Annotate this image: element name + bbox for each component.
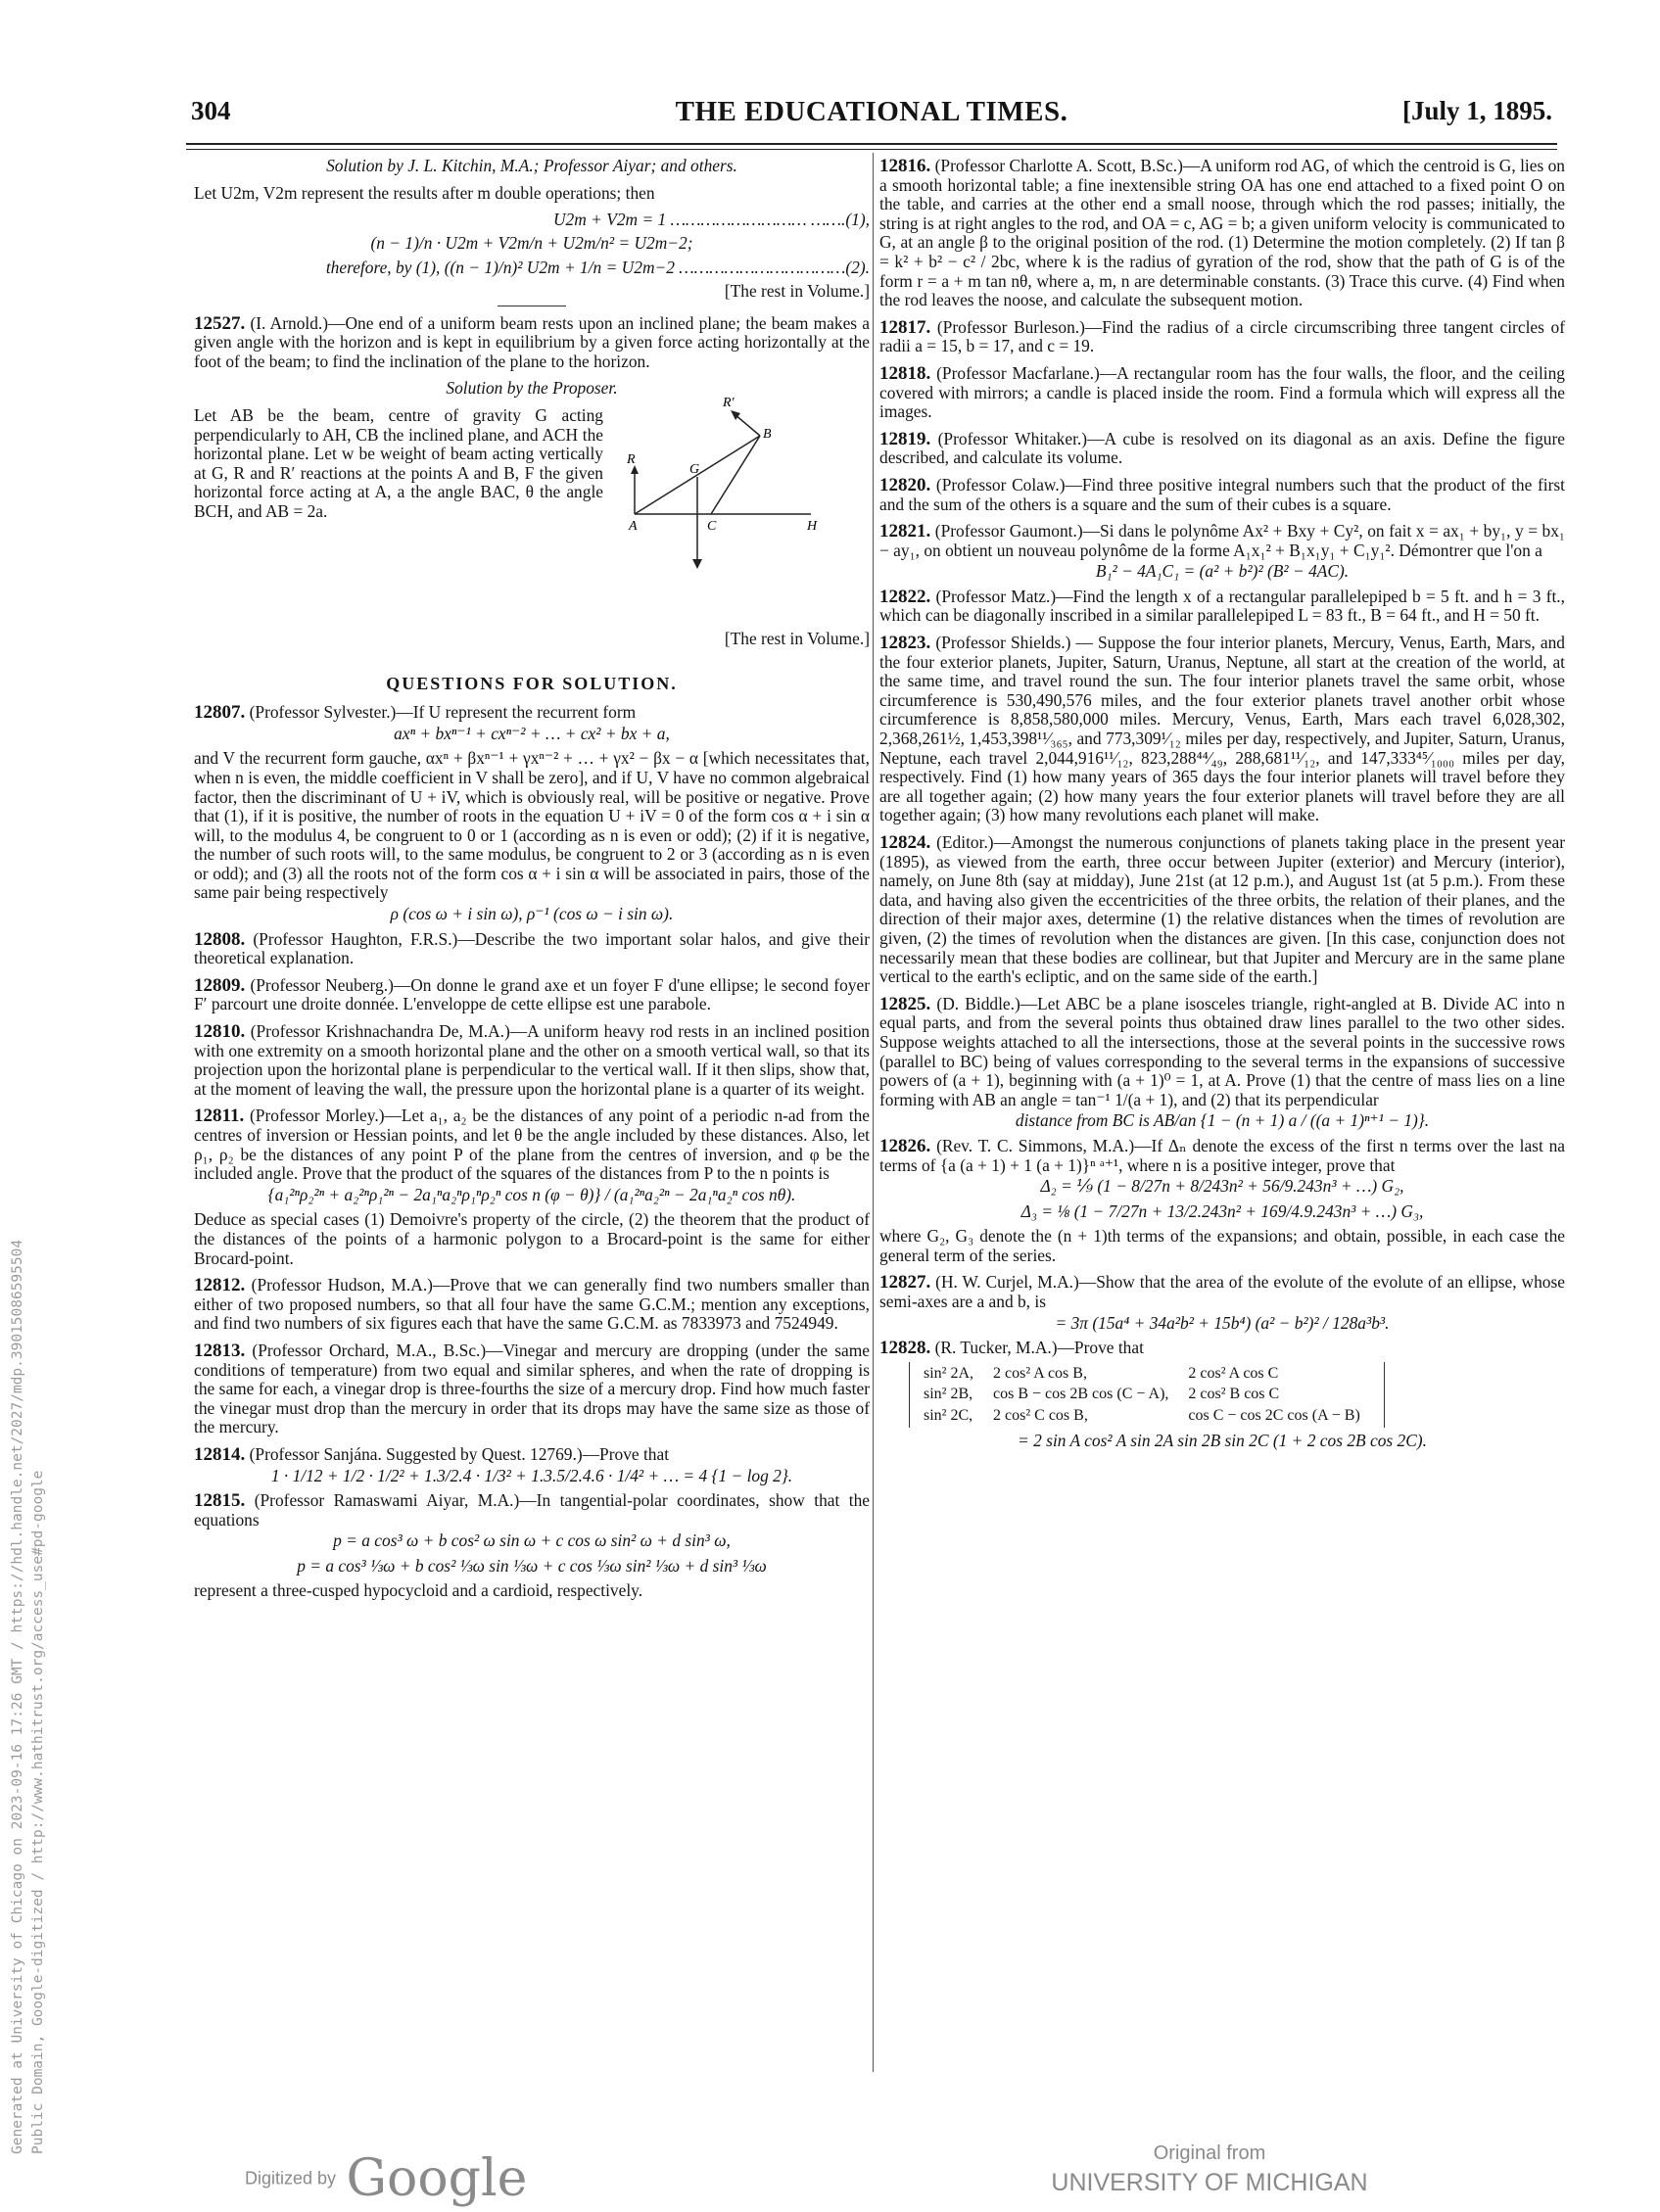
question-12807 bbox=[194, 703, 870, 723]
question-text: (Editor.)—Amongst the numerous conjunctions of planets taking place in the present year (1895), as viewed from the earth, three occur between Jupiter (exterior) and Mercury (interior), namely, on June 8th (say at midday), June 21st (at 12 p.m.), and August 1st (at 5 p.m.). From these data, and having also given the eccentricities of the three orbits, the relation of their planes, and the direction of their major axes, determine (1) the relative distances when the times of revolution are given, (2) the times of revolution when the distances are given. [In this case, conjunction does not necessarily mean that these bodies are collinear, but that Jupiter and Mercury are in the same plane vertical to the earth's ecliptic, and on the same side of the earth.] bbox=[879, 832, 1565, 987]
question-number: 12825. bbox=[879, 993, 931, 1014]
question-text: (Professor Orchard, M.A., B.Sc.)—Vinegar and mercury are dropping (under the same conditions of temperature) from two equal and similar spheres, and when the rate of dropping is the same for each, a vinegar drop is three-fourths the size of a mercury drop. Find how much faster the vinegar must drop than the mercury in order that its drops may have the same size as those of the mercury. bbox=[194, 1340, 870, 1437]
digitized-by-label: Digitized by bbox=[245, 2168, 337, 2188]
determinant-cell: sin² 2C, bbox=[924, 1407, 973, 1425]
question-equation: p = a cos³ ω + b cos² ω sin ω + c cos ω sin² ω + d sin³ ω, bbox=[333, 1530, 731, 1551]
label-a: A bbox=[629, 518, 638, 534]
question-12817 bbox=[879, 318, 1565, 356]
question-text: (Professor Shields.) — Suppose the four interior planets, Mercury, Venus, Earth, Mars, and the four exterior planets, Jupiter, Saturn, Uranus, Neptune, all start at the creation of the world, at the same time, and travel round the sun. The four interior planets travel the same orbit, whose circumference is 530,490,576 miles, and the four exterior planets travel another orbit whose circumference is 8,858,580,000 miles. Mercury, Venus, Earth, Mars each travel 6,028,302, 2,368,261½, 1,453,398¹¹⁄₃₆₅, and 773,309¹⁄₁₂ miles per day, respectively, and Jupiter, Saturn, Uranus, Neptune, each travel 2,044,916¹¹⁄₁₂, 823,288⁴⁴⁄₄₉, 288,681¹¹⁄₁₂, and 147,333⁴⁵⁄₁₀₀₀ miles per day, respectively. Find (1) how many years of 365 days the four interior planets will travel before they are all together again; (2) how many years the four exterior planets will travel before they are all together again; (3) how many revolutions each planet will make. bbox=[879, 633, 1565, 825]
question-12823 bbox=[879, 634, 1565, 825]
question-number: 12816. bbox=[879, 156, 931, 176]
question-number: 12817. bbox=[879, 316, 931, 338]
arrowhead-icon bbox=[692, 559, 702, 569]
question-number: 12813. bbox=[194, 1340, 246, 1361]
question-text: (Professor Hudson, M.A.)—Prove that we can generally find two numbers smaller than either of two proposed numbers, so that all four have the same G.C.M.; mention any exceptions, and find two numbers of six figures each that have the same G.C.M. as 7833973 and 7524949. bbox=[194, 1275, 870, 1334]
issue-date: [July 1, 1895. bbox=[1401, 96, 1552, 125]
determinant-cell: cos B − cos 2B cos (C − A), bbox=[993, 1386, 1169, 1403]
question-text: (Professor Morley.)—Let a₁, a₂ be the distances of any point of a periodic n-ad from the centres of inversion or Hessian points, and let θ be the angle included by these distances. Also, let ρ₁, ρ₂ be the distances of any point P of the plane from the centres of inversion, and φ be the included angle. Prove that the product of the squares of the distances from P to the n points is bbox=[194, 1106, 870, 1184]
page-header bbox=[191, 96, 1552, 141]
question-text: (Professor Charlotte A. Scott, B.Sc.)—A uniform rod AG, of which the centroid is G, lies on a smooth horizontal table; a fine inextensible string OA has one end attached to a fixed point O on the table, and carries at the other end a small noose, through which the rod passes; initially, the string is at right angles to the rod, and OA = c, AG = b; a given uniform velocity is communicated to G, at an angle β to the original position of the rod. (1) Determine the motion completely. (2) If tan β = k² + b² − c² / 2bc, where k is the radius of gyration of the rod, show that the path of G is of the form r = a + m tan nθ, where a, m, n are determinable constants. (3) Trace this curve. (4) Find when the rod leaves the noose, and calculate the subsequent motion. bbox=[879, 156, 1565, 310]
determinant-row bbox=[920, 1364, 1374, 1384]
question-text: (Professor Neuberg.)—On donne le grand axe et un foyer F d'une ellipse; le second foyer F′ parcourt une droite donnée. L'enveloppe de cette ellipse est une parabole. bbox=[194, 974, 870, 1014]
rest-in-volume: [The rest in Volume.] bbox=[724, 280, 870, 301]
question-text: (Rev. T. C. Simmons, M.A.)—If Δₙ denote the excess of the first n terms over the last na terms of {a (a + 1) + 1 (a + 1)}ⁿ ᵃ⁺¹, where n is a positive integer, prove that bbox=[879, 1135, 1565, 1175]
equation-3: therefore, by (1), ((n − 1)/n)² U2m + 1/n = U2m−2 ……………………………(2). bbox=[325, 258, 870, 278]
question-equation: Δ₂ = ⅑ (1 − 8/27n + 8/243n² + 56/9.243n³ + …) G₂, bbox=[1040, 1176, 1404, 1197]
question-equation: ρ (cos ω + i sin ω), ρ⁻¹ (cos ω − i sin ω). bbox=[390, 904, 674, 924]
question-12818 bbox=[879, 364, 1565, 422]
question-equation: Δ₃ = ⅛ (1 − 7/27n + 13/2.243n² + 169/4.9.243n³ + …) G₃, bbox=[1020, 1200, 1424, 1221]
question-text: (H. W. Curjel, M.A.)—Show that the area of the evolute of the evolute of an ellipse, whose semi-axes are a and b, is bbox=[879, 1272, 1565, 1312]
question-number: 12527. bbox=[194, 312, 246, 334]
column-divider bbox=[873, 153, 874, 2072]
equation-2: (n − 1)/n · U2m + V2m/n + U2m/n² = U2m−2; bbox=[370, 232, 693, 253]
margin-note-line: Public Domain, Google-digitized / http://www.hathitrust.org/access_use#pd-google bbox=[30, 1470, 46, 2154]
figure-block bbox=[194, 395, 870, 622]
question-text: (Professor Whitaker.)—A cube is resolved on its diagonal as an axis. Define the figure described, and calculate its volume. bbox=[879, 428, 1565, 468]
question-number: 12812. bbox=[194, 1275, 246, 1296]
question-12815 bbox=[194, 1491, 870, 1530]
question-12811 bbox=[194, 1106, 870, 1183]
question-equation: B₁² − 4A₁C₁ = (a² + b²)² (B² − 4AC). bbox=[1095, 561, 1350, 582]
question-number: 12822. bbox=[879, 586, 931, 607]
determinant-cell: cos C − cos 2C cos (A − B) bbox=[1188, 1407, 1360, 1425]
question-equation: = 3π (15a⁴ + 34a²b² + 15b⁴) (a² − b²)² / 128a³b³. bbox=[1055, 1312, 1390, 1333]
question-text: (Professor Ramaswami Aiyar, M.A.)—In tangential-polar coordinates, show that the equations bbox=[194, 1490, 870, 1530]
question-12825 bbox=[879, 995, 1565, 1110]
question-number: 12819. bbox=[879, 428, 931, 449]
determinant-row bbox=[920, 1406, 1374, 1426]
header-rule bbox=[186, 143, 1557, 145]
question-number: 12821. bbox=[879, 521, 931, 542]
left-column bbox=[194, 157, 870, 1609]
question-text: (Professor Sanjána. Suggested by Quest. 12769.)—Prove that bbox=[249, 1443, 670, 1464]
question-equation: distance from BC is AB/an {1 − (n + 1) a / ((a + 1)ⁿ⁺¹ − 1)}. bbox=[1015, 1110, 1430, 1131]
question-12821 bbox=[879, 522, 1565, 560]
question-number: 12824. bbox=[879, 832, 931, 853]
question-equation: axⁿ + bxⁿ⁻¹ + cxⁿ⁻² + … + cx² + bx + a, bbox=[394, 723, 670, 743]
original-from-label: Original from bbox=[1153, 2142, 1266, 2164]
university-label: UNIVERSITY OF MICHIGAN bbox=[1051, 2169, 1368, 2196]
question-text: (Professor Krishnachandra De, M.A.)—A uniform heavy rod rests in an inclined position with one extremity on a smooth horizontal plane and the other on a smooth vertical wall, so that its projection upon the horizontal plane is perpendicular to the vertical wall. If it then slips, show that, at the moment of leaving the wall, the pressure upon the horizontal plane is a quarter of its weight. bbox=[194, 1021, 870, 1099]
label-h: H bbox=[807, 518, 818, 534]
google-wordmark: Google bbox=[346, 2149, 528, 2208]
question-text: and V the recurrent form gauche, αxⁿ + βxⁿ⁻¹ + γxⁿ⁻² + … + γx² − βx − α [which necessitates that, when n is even, the middle coefficient in V shall be zero], and if U, V have no common algebraical factor, then the discriminant of U + iV, which is obviously real, will be positive or negative. Prove that (1), if it is positive, the number of roots in the equation U + iV = 0 of the form cos α + i sin α will, to the modulus 4, be congruent to 0 or 1 (according as n is even or odd); (2) if it is negative, the number of such roots will, to the same modulus, be congruent to 2 or 3 (according as n is even or odd); and (3) all the roots not of the form cos α + i sin α will be associated in pairs, those of the same pair being respectively bbox=[194, 748, 870, 903]
margin-note-line: Generated at University of Chicago on 2023-09-16 17:26 GMT / https://hdl.handle.net/2027/mdp.39015086595504 bbox=[10, 1239, 25, 2154]
question-text: (R. Tucker, M.A.)—Prove that bbox=[934, 1338, 1144, 1358]
determinant-cell: sin² 2B, bbox=[924, 1386, 973, 1403]
digitized-by-footer bbox=[245, 2149, 527, 2208]
question-text: (Professor Burleson.)—Find the radius of a circle circumscribing three tangent circles of radii a = 15, b = 17, and c = 19. bbox=[879, 316, 1565, 356]
determinant-cell: 2 cos² C cos B, bbox=[993, 1407, 1088, 1425]
label-c: C bbox=[707, 518, 717, 534]
solution-by-proposer: Solution by the Proposer. bbox=[446, 378, 618, 399]
question-text: Deduce as special cases (1) Demoivre's property of the circle, (2) the theorem that the product of the distances of the points of a harmonic polygon to a Brocard-point is the same for either Brocard-point. bbox=[194, 1209, 870, 1268]
question-text: (Professor Macfarlane.)—A rectangular room has the four walls, the floor, and the ceiling covered with mirrors; a candle is placed inside the room. Find a formula which will express all the images. bbox=[879, 362, 1565, 422]
question-number: 12820. bbox=[879, 474, 931, 495]
question-number: 12826. bbox=[879, 1135, 931, 1156]
question-12828 bbox=[879, 1339, 1565, 1358]
question-12813 bbox=[194, 1341, 870, 1437]
question-12812 bbox=[194, 1276, 870, 1334]
question-equation: p = a cos³ ⅓ω + b cos² ⅓ω sin ⅓ω + c cos ⅓ω sin² ⅓ω + d sin³ ⅓ω bbox=[297, 1555, 767, 1576]
determinant-row bbox=[920, 1385, 1374, 1404]
question-text: (Professor Haughton, F.R.S.)—Describe the two important solar halos, and give their theoretical explanation. bbox=[194, 928, 870, 968]
question-number: 12807. bbox=[194, 702, 246, 724]
label-r: R bbox=[627, 451, 636, 467]
question-text: (D. Biddle.)—Let ABC be a plane isosceles triangle, right-angled at B. Divide AC into n equal parts, and from the several points thus obtained draw lines parallel to the two other sides. Suppose weights attached to all the intersections, those at the several points in the successive rows (parallel to BC) being of values corresponding to the several terms in the expansions of successive powers of (a + 1), beginning with (a + 1)⁰ = 1, at A. Prove (1) that the centre of mass lies on a line forming with AB an angle = tan⁻¹ 1/(a + 1), and (2) that its perpendicular bbox=[879, 993, 1565, 1109]
question-12826 bbox=[879, 1137, 1565, 1175]
question-12808 bbox=[194, 930, 870, 968]
question-12810 bbox=[194, 1022, 870, 1099]
label-b: B bbox=[763, 426, 772, 442]
beam-diagram bbox=[625, 377, 860, 632]
original-from-footer bbox=[1048, 2142, 1371, 2197]
label-g: G bbox=[689, 461, 700, 477]
question-number: 12809. bbox=[194, 974, 246, 996]
section-heading: QUESTIONS FOR SOLUTION. bbox=[386, 673, 678, 693]
question-number: 12811. bbox=[194, 1106, 245, 1127]
page-number: 304 bbox=[191, 96, 231, 125]
question-text: where G₂, G₃ denote the (n + 1)th terms of the expansions; and obtain, possible, in each case the general term of the series. bbox=[879, 1226, 1565, 1265]
question-number: 12828. bbox=[879, 1338, 931, 1359]
question-12820 bbox=[879, 476, 1565, 514]
question-12822 bbox=[879, 588, 1565, 626]
journal-title: THE EDUCATIONAL TIMES. bbox=[675, 96, 1068, 127]
question-number: 12810. bbox=[194, 1021, 246, 1043]
question-number: 12815. bbox=[194, 1490, 246, 1512]
figure-description: Let AB be the beam, centre of gravity G acting perpendicularly to AH, CB the inclined plane, and ACH the horizontal plane. Let w be weight of beam acting vertically at G, R and R′ reactions at the points A and B, F the given horizontal force acting at A, a the angle BAC, θ the angle BCH, and AB = 2a. bbox=[194, 404, 603, 521]
question-text: (I. Arnold.)—One end of a uniform beam rests upon an inclined plane; the beam makes a given angle with the horizon and is kept in equilibrium by a given force acting horizontally at the foot of the beam; to find the inclination of the plane to the horizon. bbox=[194, 312, 870, 371]
question-equation: {a₁²ⁿρ₂²ⁿ + a₂²ⁿρ₁²ⁿ − 2a₁ⁿa₂ⁿρ₁ⁿρ₂ⁿ cos n (φ − θ)} / (a₁²ⁿa₂²ⁿ − 2a₁ⁿa₂ⁿ cos nθ). bbox=[267, 1184, 796, 1204]
question-12824 bbox=[879, 833, 1565, 987]
question-text: (Professor Colaw.)—Find three positive integral numbers such that the product of the first and the sum of the others is a square and the sum of their cubes is a square. bbox=[879, 474, 1565, 514]
header-rule-thin bbox=[186, 149, 1557, 150]
question-number: 12808. bbox=[194, 928, 246, 950]
question-12819 bbox=[879, 430, 1565, 468]
determinant bbox=[909, 1362, 1565, 1428]
reaction-r-prime-arrow bbox=[735, 414, 760, 436]
question-number: 12827. bbox=[879, 1272, 931, 1294]
digitization-margin-note bbox=[8, 1240, 49, 2154]
determinant-matrix bbox=[909, 1362, 1385, 1428]
question-number: 12823. bbox=[879, 633, 931, 654]
solution-heading: Solution by J. L. Kitchin, M.A.; Professor Aiyar; and others. bbox=[326, 156, 737, 175]
equation-1: U2m + V2m = 1 ……………………… …….(1), bbox=[552, 210, 870, 230]
rest-in-volume: [The rest in Volume.] bbox=[724, 628, 870, 648]
determinant-cell: sin² 2A, bbox=[924, 1364, 974, 1382]
question-equation: = 2 sin A cos² A sin 2A sin 2B sin 2C (1 + 2 cos 2B cos 2C). bbox=[1018, 1430, 1427, 1450]
question-text: (Professor Matz.)—Find the length x of a rectangular parallelepiped b = 5 ft. and h = 3 ft., which can be diagonally inscribed in a similar parallelepiped L = 83 ft., B = 64 ft., and H = 50 ft. bbox=[879, 586, 1565, 626]
determinant-cell: 2 cos² A cos C bbox=[1188, 1364, 1279, 1382]
inclined-plane-line bbox=[711, 436, 760, 514]
question-text: (Professor Sylvester.)—If U represent the recurrent form bbox=[249, 702, 637, 723]
right-column bbox=[879, 157, 1565, 1456]
determinant-cell: 2 cos² A cos B, bbox=[993, 1364, 1087, 1382]
label-r-prime: R′ bbox=[723, 395, 735, 410]
question-text: (Professor Gaumont.)—Si dans le polynôme Ax² + Bxy + Cy², on fait x = ax₁ + by₁, y = bx₁ − ay₁, on obtient un nouveau polynôme de la forme A₁x₁² + B₁x₁y₁ + C₁y₁². Démontrer que l'on a bbox=[879, 521, 1565, 560]
question-number: 12818. bbox=[879, 362, 931, 384]
question-12816 bbox=[879, 157, 1565, 310]
question-number: 12814. bbox=[194, 1443, 246, 1465]
question-12814 bbox=[194, 1445, 870, 1465]
question-12827 bbox=[879, 1273, 1565, 1311]
solution-line: Let U2m, V2m represent the results after m double operations; then bbox=[194, 182, 655, 203]
question-12809 bbox=[194, 976, 870, 1014]
question-equation: 1 · 1/12 + 1/2 · 1/2² + 1.3/2.4 · 1/3² + 1.3.5/2.4.6 · 1/4² + … = 4 {1 − log 2}. bbox=[270, 1465, 793, 1485]
determinant-cell: 2 cos² B cos C bbox=[1188, 1386, 1280, 1403]
question-12527 bbox=[194, 314, 870, 372]
question-text: represent a three-cusped hypocycloid and a cardioid, respectively. bbox=[194, 1580, 643, 1601]
